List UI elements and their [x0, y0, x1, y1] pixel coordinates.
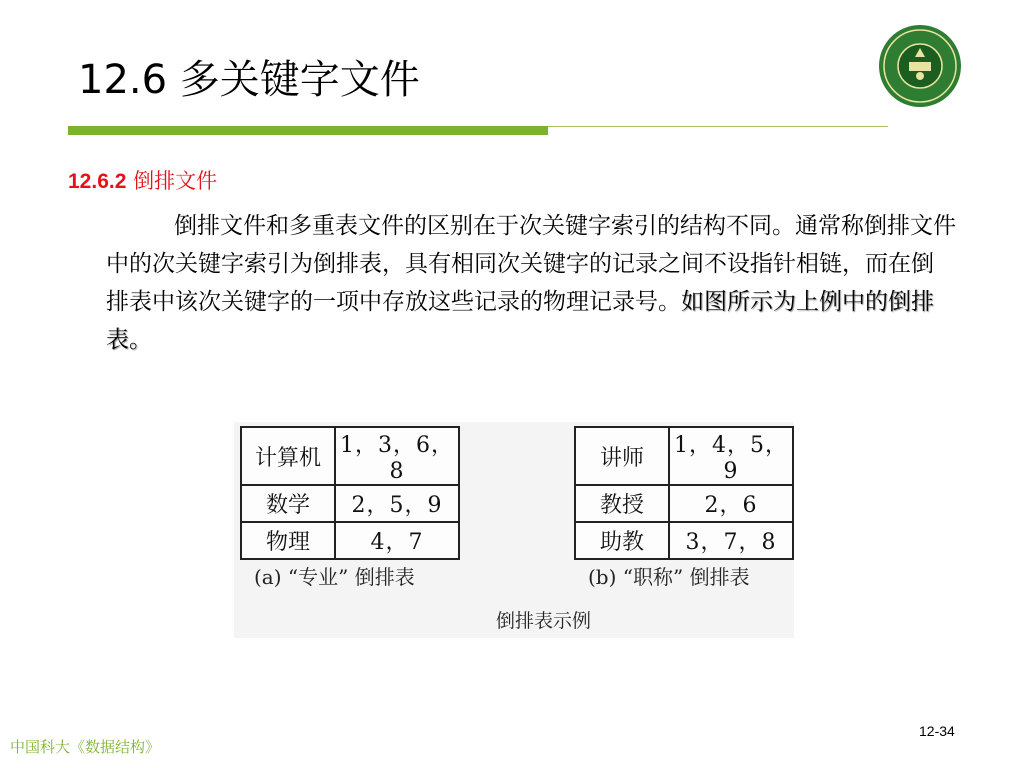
section-subtitle [68, 166, 217, 197]
inverted-table-figure [234, 422, 794, 638]
table-cell-key: 数学 [241, 485, 335, 522]
page-number: 12-34 [919, 723, 955, 739]
title-underline-accent [68, 126, 548, 135]
table-cell-value: 4，7 [335, 522, 459, 559]
table-cell-value: 2，6 [669, 485, 793, 522]
paragraph-highlight-text: 如图所示为上例中的倒排表。 [106, 289, 934, 353]
title-underline-thin [548, 126, 888, 127]
body-paragraph [106, 207, 956, 359]
table-cell-value: 2，5，9 [335, 485, 459, 522]
slide-title: 12.6 多关键字文件 [78, 57, 420, 103]
table-row [241, 485, 459, 522]
major-inverted-table [240, 426, 460, 560]
table-row [575, 522, 793, 559]
paragraph-main-text: 倒排文件和多重表文件的区别在于次关键字索引的结构不同。通常称倒排文件中的次关键字索引为倒排表，具有相同次关键字的记录之间不设指针相链，而在倒排表中该次关键字的一项中存放这些记录的物理记录号。 [106, 213, 956, 315]
footer-course-label: 中国科大《数据结构》 [10, 738, 161, 756]
table-cell-value: 1，4，5，9 [669, 427, 793, 485]
table-cell-key: 讲师 [575, 427, 669, 485]
title-inverted-table [574, 426, 794, 560]
table-cell-key: 计算机 [241, 427, 335, 485]
table-row [575, 427, 793, 485]
table-row [241, 427, 459, 485]
table-cell-key: 教授 [575, 485, 669, 522]
subtitle-number: 12.6.2 [68, 170, 127, 193]
table-a-caption: (a) “专业” 倒排表 [254, 565, 415, 589]
table-cell-value: 1，3，6，8 [335, 427, 459, 485]
university-seal-icon [878, 24, 962, 108]
table-row [575, 485, 793, 522]
figure-caption: 倒排表示例 [496, 610, 592, 632]
table-cell-key: 助教 [575, 522, 669, 559]
table-row [241, 522, 459, 559]
table-b-caption: (b) “职称” 倒排表 [588, 565, 750, 589]
subtitle-text: 倒排文件 [133, 169, 218, 193]
table-cell-key: 物理 [241, 522, 335, 559]
table-cell-value: 3，7，8 [669, 522, 793, 559]
